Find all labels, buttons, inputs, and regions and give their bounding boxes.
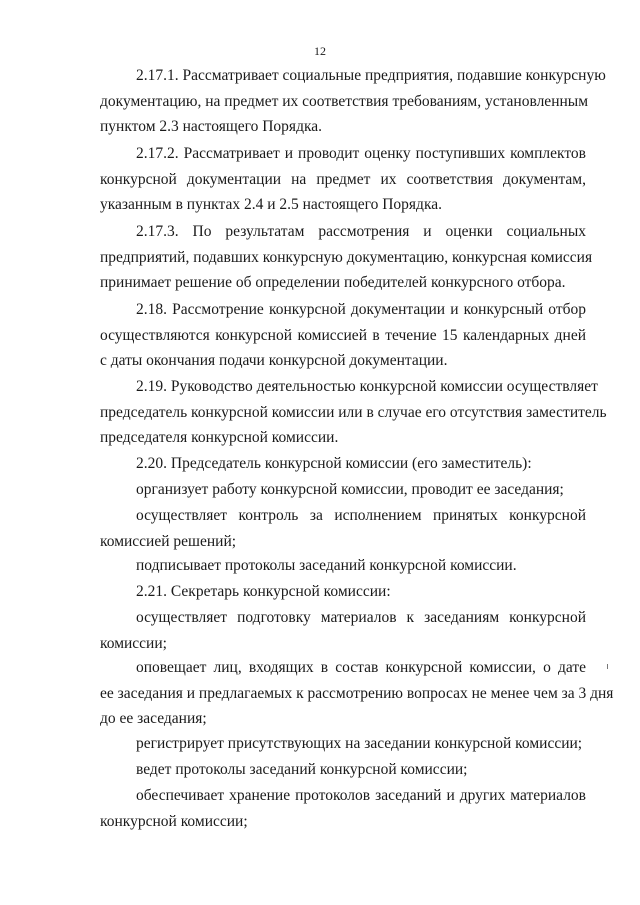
text-line: пунктом 2.3 настоящего Порядка. xyxy=(100,118,323,135)
text-line: указанным в пунктах 2.4 и 2.5 настоящего Порядка. xyxy=(100,196,442,213)
text-line: организует работу конкурсной комиссии, проводит ее заседания; xyxy=(136,481,564,498)
text-line: председателя конкурсной комиссии. xyxy=(100,429,339,446)
text-line: регистрирует присутствующих на заседании конкурсной комиссии; xyxy=(136,735,583,752)
text-line: предприятий, подавших конкурсную документацию, конкурсная комиссия xyxy=(100,248,593,266)
text-line: осуществляются конкурсной комиссией в течение 15 календарных дней xyxy=(100,326,586,344)
text-line: до ее заседания; xyxy=(100,710,207,727)
text-line: комиссией решений; xyxy=(100,532,237,550)
text-line: осуществляет контроль за исполнением принятых конкурсной xyxy=(136,507,586,524)
text-line: с даты окончания подачи конкурсной документации. xyxy=(100,352,448,369)
paragraph-p-2-21-d xyxy=(100,757,586,783)
paragraph-p-2-17-3 xyxy=(100,219,593,296)
text-line: 2.18. Рассмотрение конкурсной документации и конкурсный отбор xyxy=(136,301,586,318)
paragraph-p-2-21 xyxy=(100,579,586,605)
text-line: ведет протоколы заседаний конкурсной комиссии; xyxy=(136,761,468,778)
text-line: 2.17.1. Рассматривает социальные предприятия, подавшие конкурсную xyxy=(136,67,606,84)
text-line: 2.17.3. По результатам рассмотрения и оценки социальных xyxy=(136,223,586,240)
text-line: конкурсной документации на предмет их соответствия документам, xyxy=(100,170,586,188)
paragraph-p-2-20-b xyxy=(100,503,586,554)
text-line: конкурсной комиссии; xyxy=(100,812,248,830)
paragraph-p-2-21-e xyxy=(100,783,586,834)
paragraph-p-2-17-1 xyxy=(100,63,606,140)
text-line: принимает решение об определении победителей конкурсного отбора. xyxy=(100,274,566,291)
text-line: документацию, на предмет их соответствия требованиям, установленным xyxy=(100,92,589,110)
text-line: 2.19. Руководство деятельностью конкурсной комиссии осуществляет xyxy=(136,378,598,395)
scan-mark xyxy=(607,664,608,669)
text-line: комиссии; xyxy=(100,634,167,652)
paragraph-p-2-20-c xyxy=(100,553,586,579)
paragraph-p-2-21-b xyxy=(100,655,614,732)
paragraph-p-2-20 xyxy=(100,451,586,477)
paragraph-p-2-19 xyxy=(100,374,607,451)
paragraph-p-2-21-c xyxy=(100,731,586,757)
page-number: 12 xyxy=(314,44,326,58)
text-line: оповещает лиц, входящих в состав конкурсной комиссии, о дате xyxy=(136,659,586,676)
text-line: ее заседания и предлагаемых к рассмотрению вопросах не менее чем за 3 дня xyxy=(100,684,614,702)
paragraph-p-2-18 xyxy=(100,297,586,374)
text-line: 2.20. Председатель конкурсной комиссии (его заместитель): xyxy=(136,455,532,472)
text-line: 2.17.2. Рассматривает и проводит оценку поступивших комплектов xyxy=(136,145,586,162)
text-line: председатель конкурсной комиссии или в случае его отсутствия заместитель xyxy=(100,403,607,421)
paragraph-p-2-17-2 xyxy=(100,141,586,218)
text-line: обеспечивает хранение протоколов заседаний и других материалов xyxy=(136,787,586,804)
text-line: осуществляет подготовку материалов к заседаниям конкурсной xyxy=(136,609,586,626)
paragraph-p-2-21-a xyxy=(100,605,586,656)
text-line: 2.21. Секретарь конкурсной комиссии: xyxy=(136,583,391,600)
paragraph-p-2-20-a xyxy=(100,477,586,503)
text-line: подписывает протоколы заседаний конкурсной комиссии. xyxy=(136,557,517,574)
